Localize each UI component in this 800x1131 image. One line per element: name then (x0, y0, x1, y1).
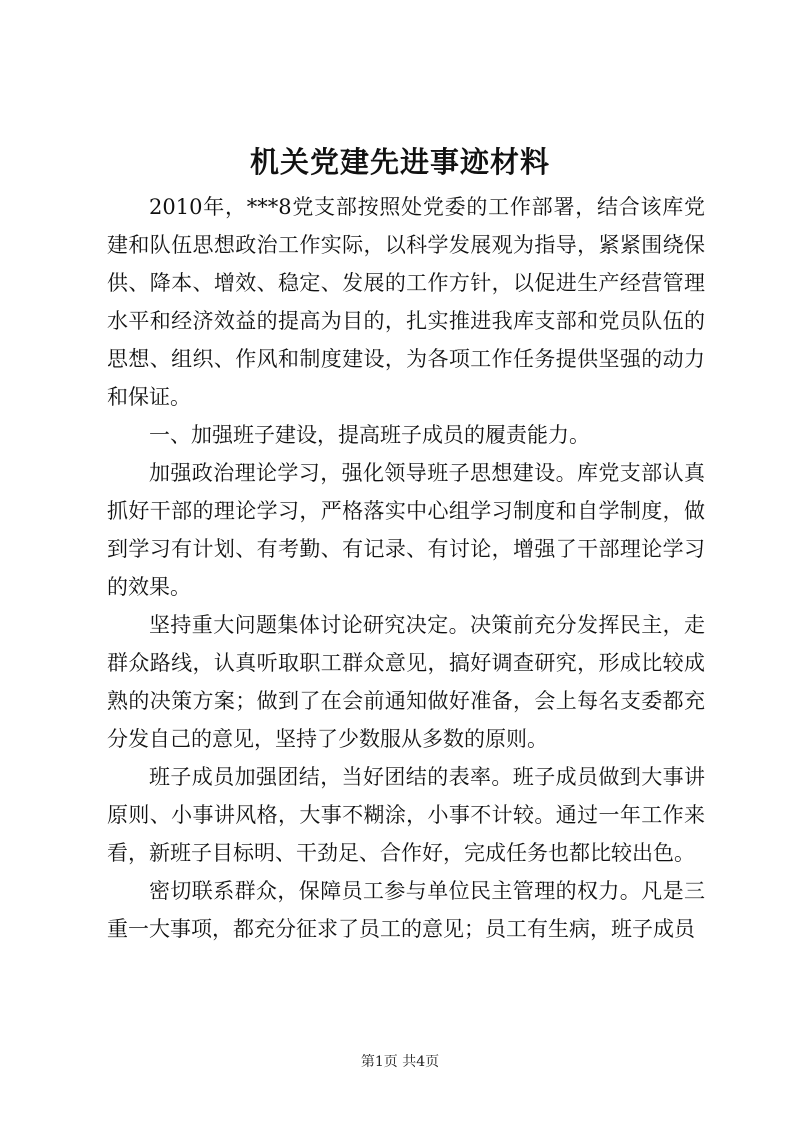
page-number-footer: 第1页 共4页 (360, 1054, 440, 1070)
paragraph: 2010年，***8党支部按照处党委的工作部署，结合该库党建和队伍思想政治工作实际，以科学发展观为指导，紧紧围绕保供、降本、增效、稳定、发展的工作方针，以促进生产经营管理水平和经济效益的提高为目的，扎实推进我库支部和党员队伍的思想、组织、作风和制度建设，为各项工作任务提供坚强的动力和保证。 (107, 195, 705, 409)
section-heading: 一、加强班子建设，提高班子成员的履责能力。 (149, 423, 590, 447)
paragraph: 密切联系群众，保障员工参与单位民主管理的权力。凡是三重一大事项，都充分征求了员工的意见；员工有生病，班子成员 (107, 879, 705, 941)
paragraph: 加强政治理论学习，强化领导班子思想建设。库党支部认真抓好干部的理论学习，严格落实中心组学习制度和自学制度，做到学习有计划、有考勤、有记录、有讨论，增强了干部理论学习的效果。 (107, 461, 705, 599)
document-body (107, 188, 705, 948)
document-title: 机关党建先进事迹材料 (249, 145, 550, 179)
paragraph: 班子成员加强团结，当好团结的表率。班子成员做到大事讲原则、小事讲风格，大事不糊涂，小事不计较。通过一年工作来看，新班子目标明、干劲足、合作好，完成任务也都比较出色。 (107, 765, 705, 865)
paragraph: 坚持重大问题集体讨论研究决定。决策前充分发挥民主，走群众路线，认真听取职工群众意见，搞好调查研究，形成比较成熟的决策方案；做到了在会前通知做好准备，会上每名支委都充分发自己的意见，坚持了少数服从多数的原则。 (107, 613, 705, 751)
